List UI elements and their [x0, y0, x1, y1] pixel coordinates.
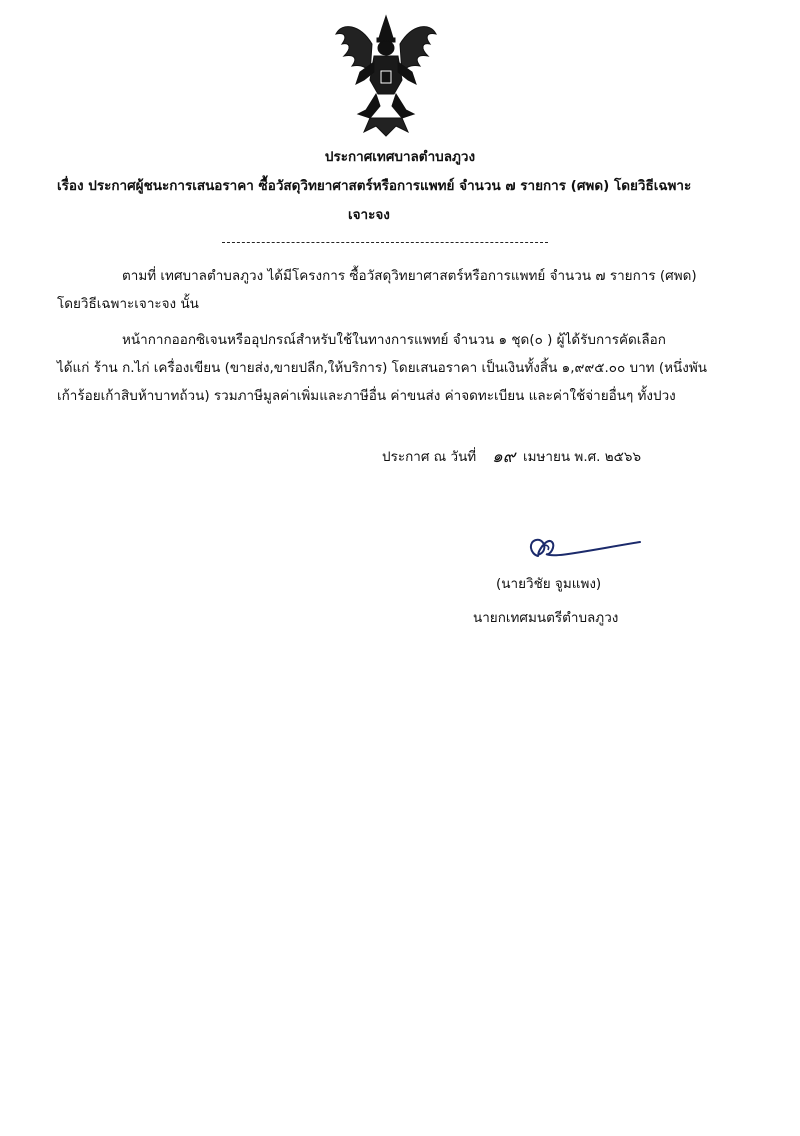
- announcement-prefix: ประกาศ ณ วันที่: [382, 449, 477, 465]
- signatory-name: (นายวิชัย จูมแพง): [496, 576, 602, 592]
- paragraph-2-line-1: หน้ากากออกซิเจนหรืออุปกรณ์สำหรับใช้ในทางการแพทย์ จำนวน ๑ ชุด(๐ ) ผู้ได้รับการคัดเลือก: [122, 332, 666, 348]
- paragraph-1-line-2: โดยวิธีเฉพาะเจาะจง นั้น: [57, 296, 199, 312]
- signature-icon: [520, 528, 650, 568]
- signatory-position: นายกเทศมนตรีตำบลภูวง: [473, 610, 619, 626]
- paragraph-1-line-1: ตามที่ เทศบาลตำบลภูวง ได้มีโครงการ ซื้อวัสดุวิทยาศาสตร์หรือการแพทย์ จำนวน ๗ รายการ (ศพด): [122, 268, 697, 284]
- announcement-month-year: เมษายน พ.ศ. ๒๕๖๖: [523, 449, 642, 465]
- paragraph-2-line-2: ได้แก่ ร้าน ก.ไก่ เครื่องเขียน (ขายส่ง,ขายปลีก,ให้บริการ) โดยเสนอราคา เป็นเงินทั้งสิ้น ๑,๙๙๕.๐๐ บาท (หนึ่งพัน: [57, 360, 707, 376]
- garuda-emblem-icon: [330, 14, 442, 140]
- subject-line-2: เจาะจง: [348, 207, 390, 223]
- header-separator: [222, 242, 548, 243]
- org-title: ประกาศเทศบาลตำบลภูวง: [324, 149, 476, 165]
- subject-line-1: เรื่อง ประกาศผู้ชนะการเสนอราคา ซื้อวัสดุวิทยาศาสตร์หรือการแพทย์ จำนวน ๗ รายการ (ศพด) โดยวิธีเฉพาะ: [57, 178, 692, 194]
- paragraph-2-line-3: เก้าร้อยเก้าสิบห้าบาทถ้วน) รวมภาษีมูลค่าเพิ่มและภาษีอื่น ค่าขนส่ง ค่าจดทะเบียน และค่าใช้จ่ายอื่นๆ ทั้งปวง: [57, 388, 676, 404]
- announcement-day: ๑๙: [492, 447, 516, 467]
